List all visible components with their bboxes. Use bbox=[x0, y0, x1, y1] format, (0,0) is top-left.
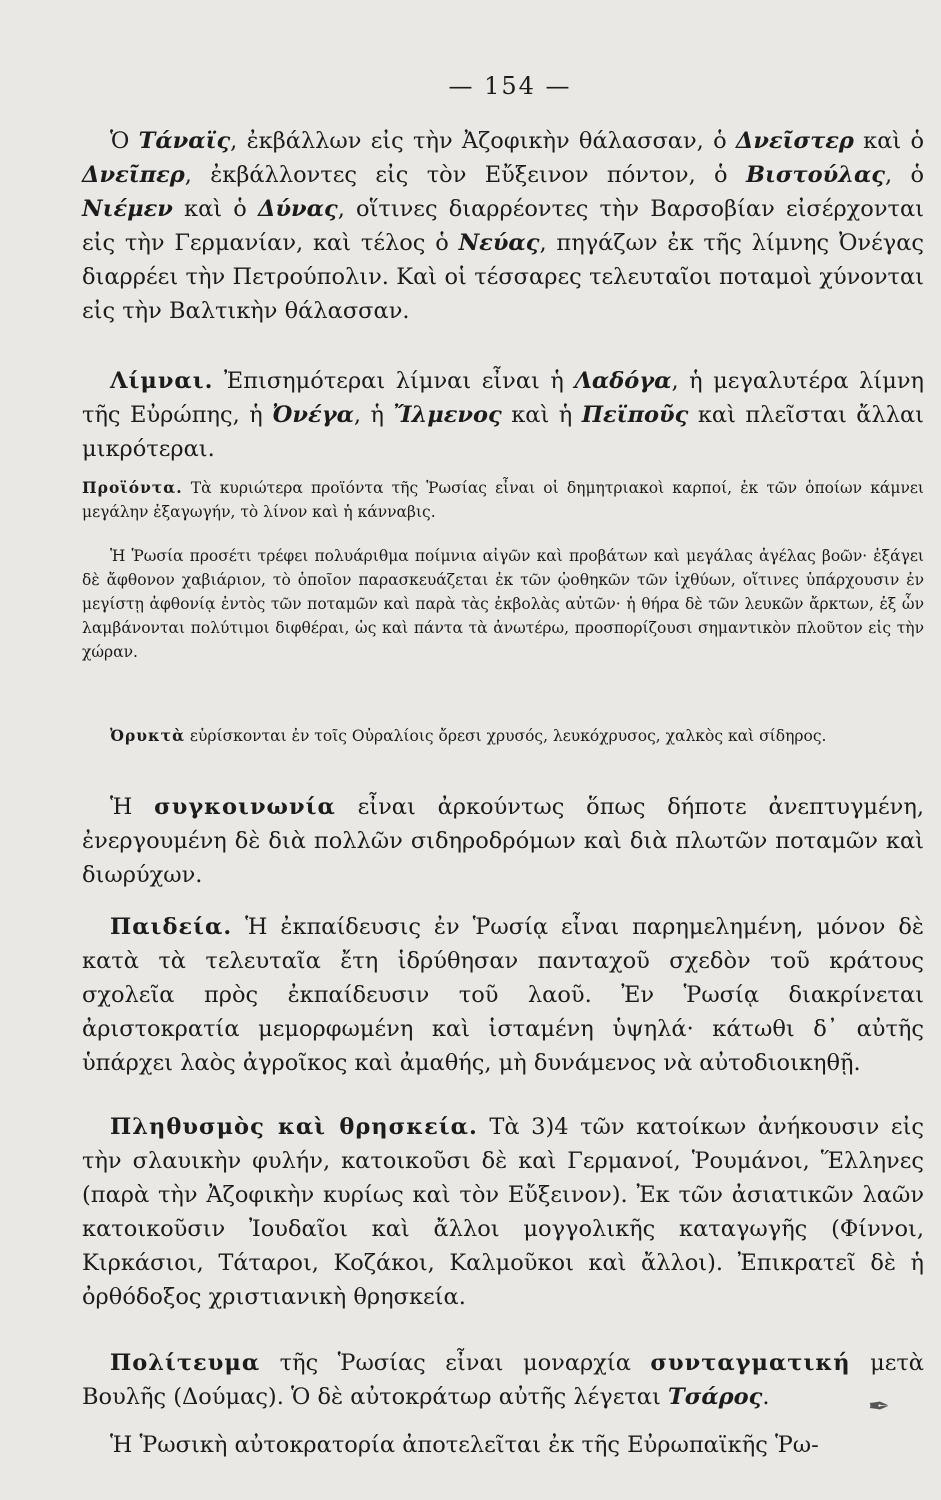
keyword: Πεϊποῦς bbox=[581, 402, 689, 428]
keyword: Τάναϊς bbox=[138, 128, 231, 154]
emphasis: συνταγματική bbox=[650, 1350, 851, 1376]
page-number: — 154 — bbox=[448, 72, 572, 100]
text: . bbox=[762, 1384, 770, 1410]
text: καὶ πλεῖσται ἄλλαι μικρότεραι. bbox=[82, 402, 924, 462]
keyword: Δύνας bbox=[257, 196, 338, 222]
paragraph-communications bbox=[82, 790, 924, 892]
text: Ἡ Ῥωσικὴ αὐτοκρατορία ἀποτελεῖται ἐκ τῆς Εὐρωπαϊκῆς Ῥω- bbox=[110, 1432, 819, 1458]
keyword: Νεύας bbox=[458, 230, 540, 256]
section-heading: συγκοινωνία bbox=[154, 794, 336, 820]
text: , ἡ bbox=[353, 402, 394, 428]
text: μετὰ Βουλῆς (Δούμας). Ὁ δὲ αὐτοκράτωρ αὐτῆς λέγεται bbox=[82, 1350, 924, 1410]
paragraph-education bbox=[82, 910, 924, 1080]
paragraph-rivers bbox=[82, 124, 924, 328]
keyword: Ὀνέγα bbox=[272, 402, 354, 428]
keyword: Δνεῖπερ bbox=[82, 162, 185, 188]
text: εὑρίσκονται ἐν τοῖς Οὐραλίοις ὄρεσι χρυσός, λευκόχρυσος, χαλκὸς καὶ σίδηρος. bbox=[185, 727, 827, 745]
ink-mark-icon: ✒ bbox=[868, 1392, 890, 1422]
section-heading: Προϊόντα. bbox=[82, 478, 183, 497]
text: καὶ ὁ bbox=[172, 196, 258, 222]
text: , οἵτινες διαρρέοντες τὴν Βαρσοβίαν εἰσέρχονται εἰς τὴν Γερμανίαν, καὶ τέλος ὁ bbox=[82, 196, 924, 256]
text: Ὁ bbox=[110, 128, 139, 154]
paragraph-products bbox=[82, 476, 924, 524]
text: Ἡ bbox=[110, 794, 155, 820]
paragraph-government bbox=[82, 1346, 924, 1414]
text: Ἡ Ῥωσία προσέτι τρέφει πολυάριθμα ποίμνια αἰγῶν καὶ προβάτων καὶ μεγάλας ἀγέλας βοῶν· ἐξάγει δὲ ἄφθονον χαβιάριον, τὸ ὁποῖον παρασκευάζεται ἐκ τῶν ᾠοθηκῶν τῶν ἰχθύων, οἵτινες ὑπάρχουσιν ἐν μεγίστῃ ἀφθονίᾳ ἐντὸς τῶν ποταμῶν καὶ παρὰ τὰς ἐκβολὰς αὐτῶν· ἡ θήρα δὲ τῶν λευκῶν ἄρκτων, ἐξ ὧν λαμβάνονται πολύτιμοι διφθέραι, ὡς καὶ πάντα τὰ ἀνωτέρω, προσπορίζουσι σημαντικὸν πλοῦτον εἰς τὴν χώραν. bbox=[82, 547, 924, 661]
section-heading: Λίμναι. bbox=[110, 368, 214, 394]
text: , ἡ μεγαλυτέρα λίμνη τῆς Εὐρώπης, ἡ bbox=[82, 368, 924, 428]
paragraph-minerals bbox=[82, 724, 924, 748]
keyword: Λαδόγα bbox=[574, 368, 672, 394]
keyword: Δνεῖστερ bbox=[735, 128, 854, 154]
text: Ἐπισημότεραι λίμναι εἶναι ἡ bbox=[213, 368, 575, 394]
paragraph-lakes bbox=[82, 364, 924, 466]
keyword: Ἴλμενος bbox=[393, 402, 502, 428]
text: , ὁ bbox=[884, 162, 925, 188]
section-heading: Παιδεία. bbox=[110, 914, 233, 940]
text: Τὰ 3)4 τῶν κατοίκων ἀνήκουσιν εἰς τὴν σλαυικὴν φυλήν, κατοικοῦσι δὲ καὶ Γερμανοί, Ῥουμάνοι, Ἕλληνες (παρὰ τὴν Ἀζοφικὴν κυρίως καὶ τὸν Εὔξεινον). Ἐκ τῶν ἀσιατικῶν λαῶν κατοικοῦσιν Ἰουδαῖοι καὶ ἄλλοι μογγολικῆς καταγωγῆς (Φίννοι, Κιρκάσιοι, Τάταροι, Κοζάκοι, Καλμοῦκοι καὶ ἄλλοι). Ἐπικρατεῖ δὲ ἡ ὀρθόδοξος χριστιανικὴ θρησκεία. bbox=[82, 1114, 924, 1310]
keyword: Βιστούλας bbox=[745, 162, 885, 188]
keyword: Τσάρος bbox=[667, 1384, 763, 1410]
section-heading: Ὀρυκτὰ bbox=[110, 726, 185, 745]
paragraph-livestock bbox=[82, 544, 924, 664]
text: Τὰ κυριώτερα προϊόντα τῆς Ῥωσίας εἶναι οἱ δημητριακοὶ καρποί, ἐκ τῶν ὁποίων κάμνει μεγάλην ἐξαγωγήν, τὸ λίνον καὶ ἡ κάνναβις. bbox=[82, 479, 924, 521]
text: , ἐκβάλλοντες εἰς τὸν Εὔξεινον πόντον, ὁ bbox=[184, 162, 746, 188]
paragraph-population-religion bbox=[82, 1110, 924, 1314]
text: , πηγάζων ἐκ τῆς λίμνης Ὀνέγας διαρρέει τὴν Πετρούπολιν. Καὶ οἱ τέσσαρες τελευταῖοι ποταμοὶ χύνονται εἰς τὴν Βαλτικὴν θάλασσαν. bbox=[82, 230, 924, 324]
text: Ἡ ἐκπαίδευσις ἐν Ῥωσίᾳ εἶναι παρημελημένη, μόνον δὲ κατὰ τὰ τελευταῖα ἔτη ἱδρύθησαν πανταχοῦ σχεδὸν τοῦ κράτους σχολεῖα πρὸς ἐκπαίδευσιν τοῦ λαοῦ. Ἐν Ῥωσίᾳ διακρίνεται ἀριστοκρατία μεμορφωμένη καὶ ἱσταμένη ὑψηλά· κάτωθι δ᾽ αὐτῆς ὑπάρχει λαὸς ἀγροῖκος καὶ ἀμαθής, μὴ δυνάμενος νὰ αὐτοδιοικηθῇ. bbox=[82, 914, 924, 1076]
text: καὶ ὁ bbox=[853, 128, 925, 154]
paragraph-empire bbox=[82, 1428, 924, 1462]
text: καὶ ἡ bbox=[501, 402, 582, 428]
text: τῆς Ῥωσίας εἶναι μοναρχία bbox=[260, 1350, 651, 1376]
section-heading: Πληθυσμὸς καὶ θρησκεία. bbox=[110, 1114, 478, 1140]
text: , ἐκβάλλων εἰς τὴν Ἀζοφικὴν θάλασσαν, ὁ bbox=[230, 128, 736, 154]
section-heading: Πολίτευμα bbox=[110, 1350, 261, 1376]
text: εἶναι ἀρκούντως ὅπως δήποτε ἀνεπτυγμένη, ἐνεργουμένη δὲ διὰ πολλῶν σιδηροδρόμων καὶ διὰ πλωτῶν ποταμῶν καὶ διωρύχων. bbox=[82, 794, 924, 888]
keyword: Νιέμεν bbox=[82, 196, 173, 222]
